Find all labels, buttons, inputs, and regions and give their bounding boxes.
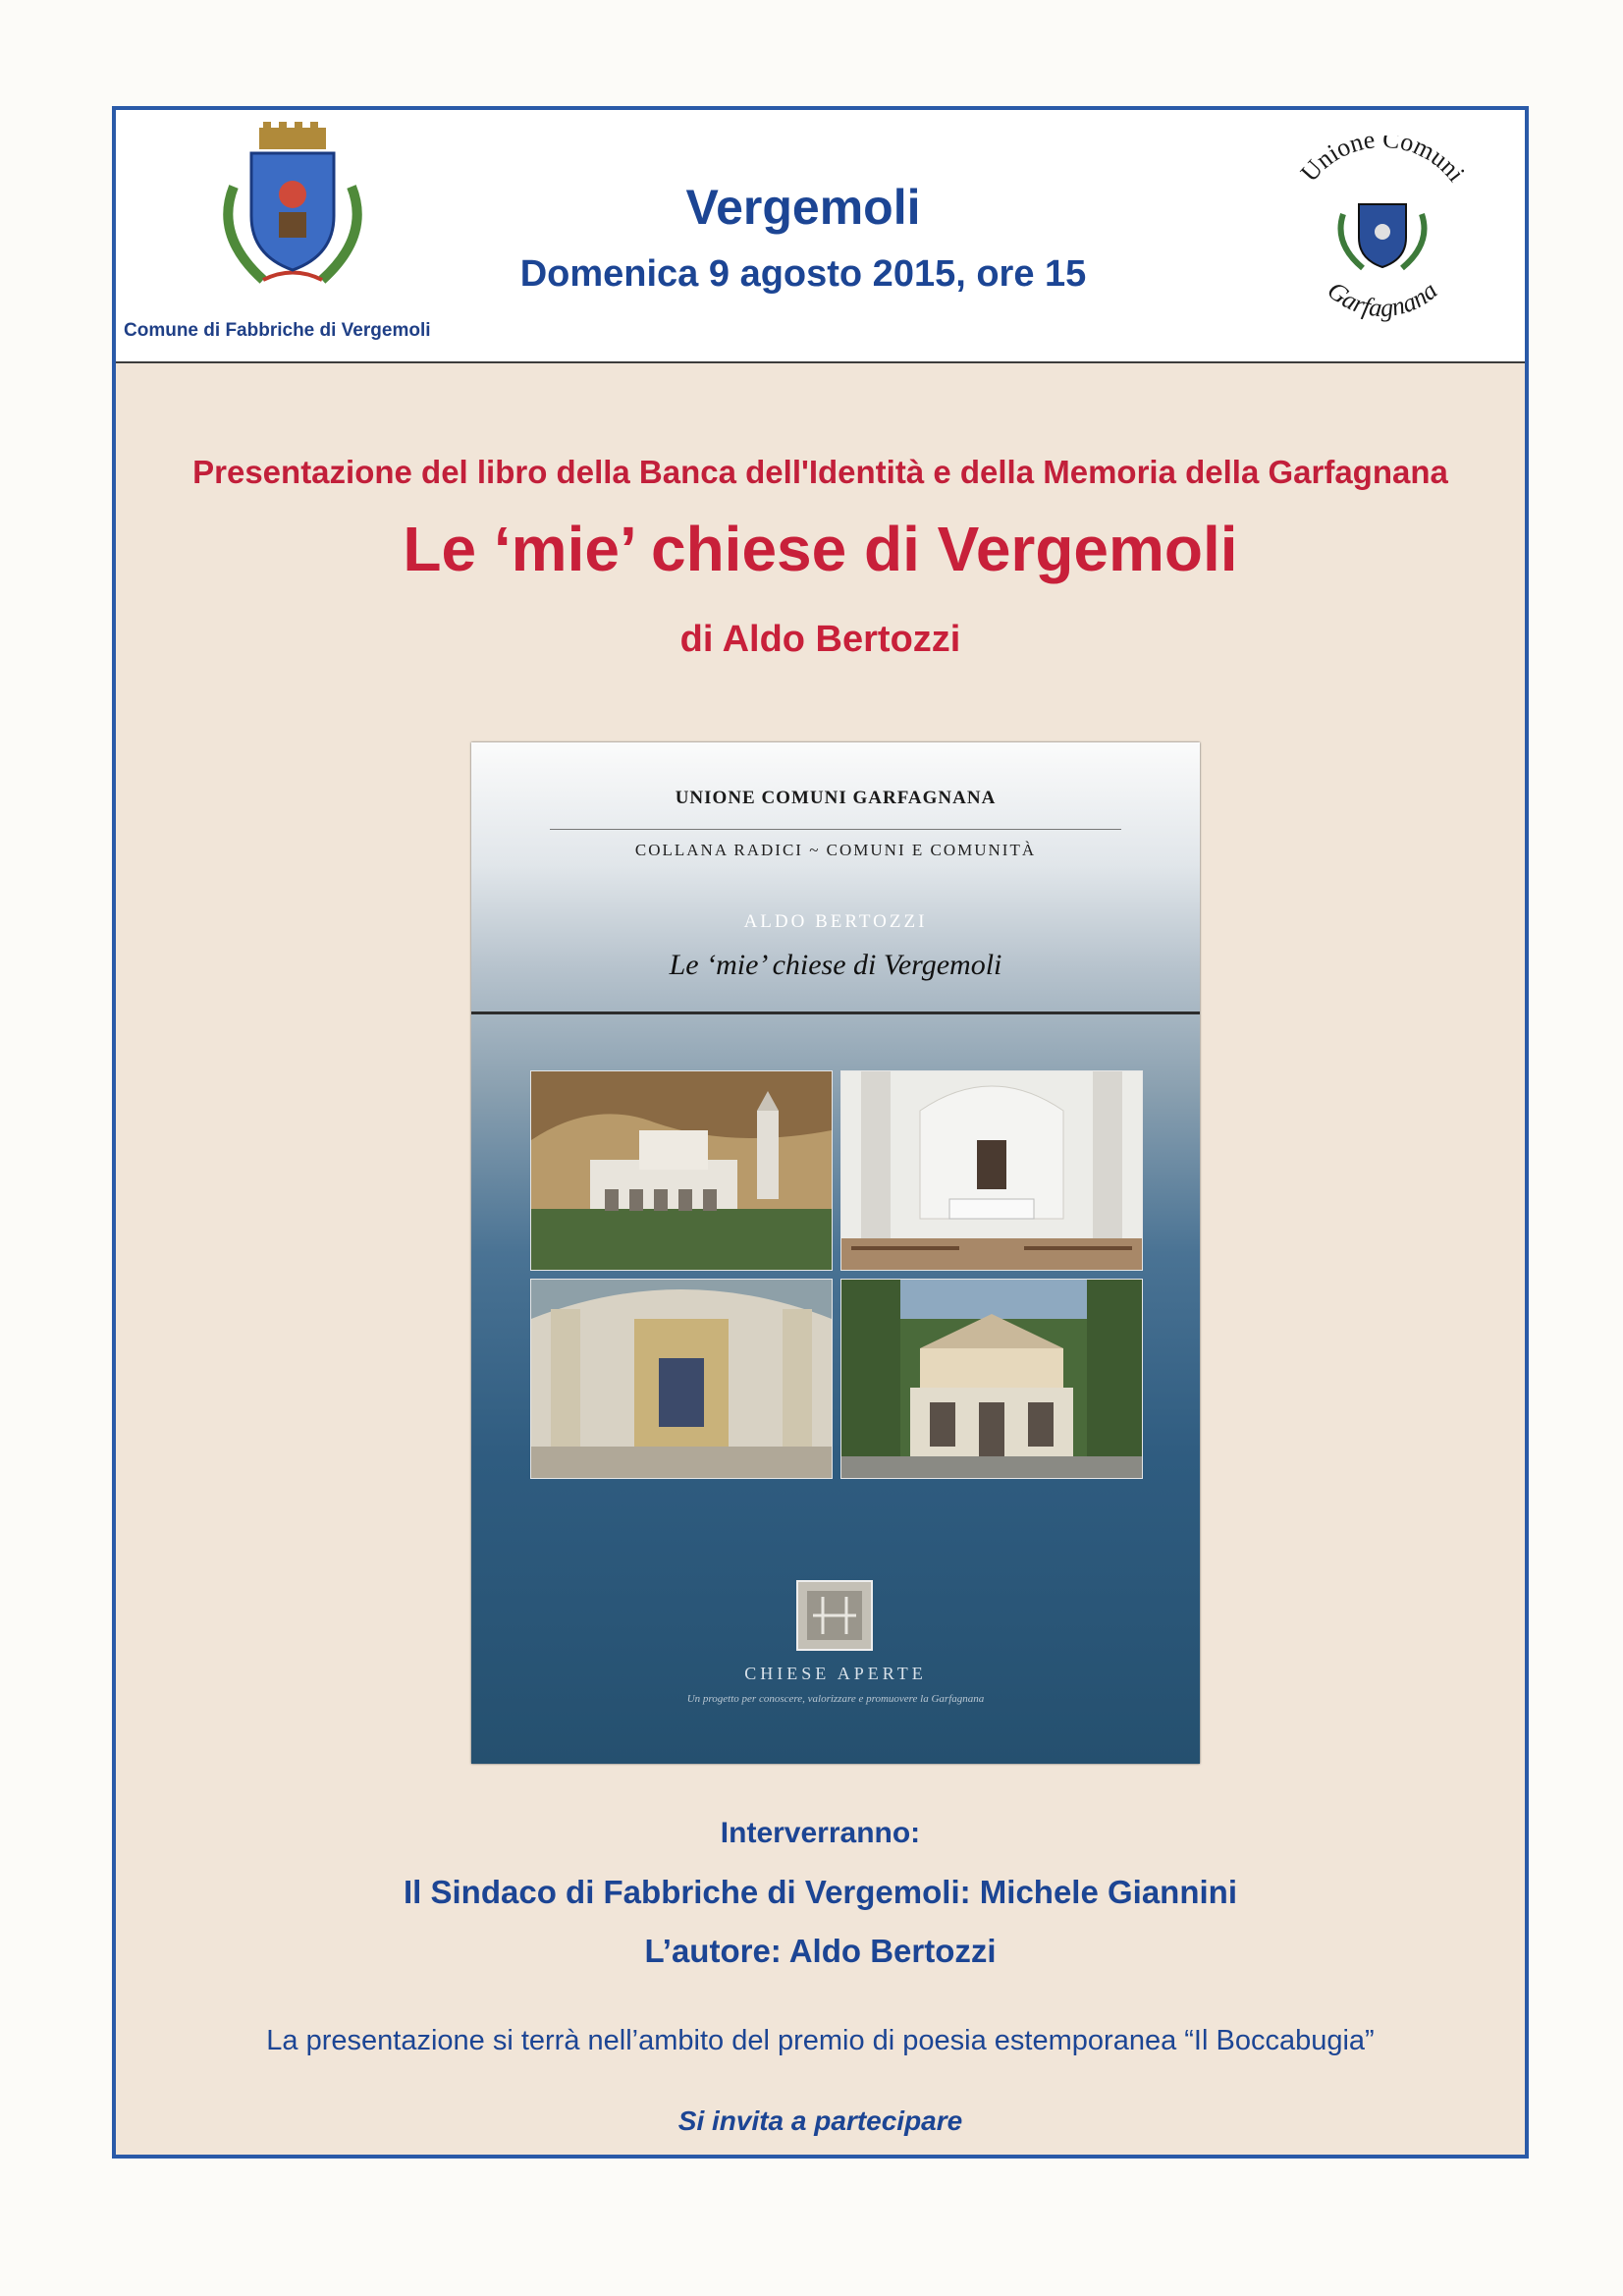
book-title: Le ‘mie’ chiese di Vergemoli <box>403 514 1238 584</box>
cover-author: ALDO BERTOZZI <box>743 911 928 932</box>
speaker-mayor: Il Sindaco di Fabbriche di Vergemoli: Michele Giannini <box>404 1874 1237 1910</box>
prize-context: La presentazione si terrà nell’ambito del premio di poesia estemporanea “Il Boccabugia” <box>266 2025 1375 2056</box>
cover-collana: COLLANA RADICI ~ COMUNI E COMUNITÀ <box>634 841 1037 859</box>
presentation-subtitle: Presentazione del libro della Banca dell'Identità e della Memoria della Garfagnana <box>192 454 1448 490</box>
poster-frame <box>112 106 1529 2159</box>
speakers-heading: Interverranno: <box>720 1817 921 1849</box>
union-logo-bottom-text: Garfagnana <box>1322 275 1443 323</box>
book-author: di Aldo Bertozzi <box>679 619 961 660</box>
cover-rule <box>471 1011 1200 1014</box>
comune-label: Comune di Fabbriche di Vergemoli <box>124 320 431 341</box>
cover-title: Le ‘mie’ chiese di Vergemoli <box>669 949 1002 981</box>
speaker-author: L’autore: Aldo Bertozzi <box>644 1933 997 1969</box>
cover-series: CHIESE APERTE <box>744 1664 927 1683</box>
unione-comuni-logo <box>1274 136 1490 342</box>
church-photo-interior-white <box>840 1070 1143 1271</box>
event-date: Domenica 9 agosto 2015, ore 15 <box>519 253 1087 295</box>
comune-crest-logo <box>194 118 391 295</box>
cover-publisher: UNIONE COMUNI GARFAGNANA <box>675 788 997 808</box>
place-title: Vergemoli <box>685 180 921 235</box>
cover-relief-emblem <box>795 1579 874 1652</box>
cover-tagline: Un progetto per conoscere, valorizzare e promuovere la Garfagnana <box>686 1693 985 1705</box>
invitation: Si invita a partecipare <box>677 2105 963 2136</box>
header-band <box>116 110 1525 363</box>
church-photo-chapel-exterior <box>840 1279 1143 1479</box>
svg-text:Garfagnana <box>1323 276 1443 322</box>
church-photo-interior-baroque <box>530 1279 833 1479</box>
church-photo-hillside <box>530 1070 833 1271</box>
book-cover <box>471 742 1200 1764</box>
svg-text:Unione Comuni <box>1295 136 1471 187</box>
cover-divider <box>550 829 1121 830</box>
union-logo-top-text: Unione Comuni <box>1294 136 1471 188</box>
